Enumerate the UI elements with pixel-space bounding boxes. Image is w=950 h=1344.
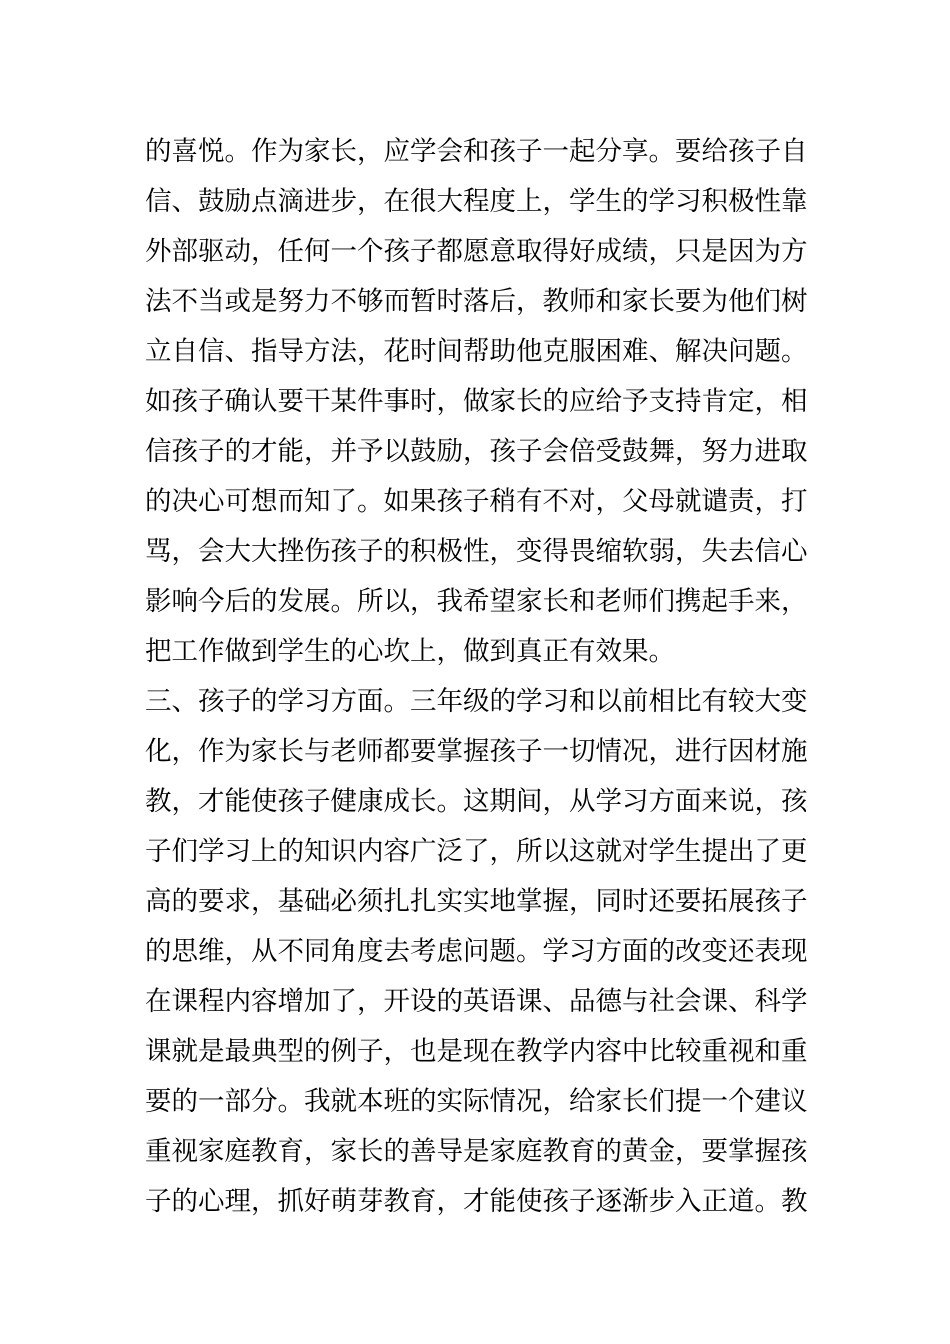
text-line: 在课程内容增加了，开设的英语课、品德与社会课、科学	[145, 986, 808, 1017]
text-line: 要的一部分。我就本班的实际情况，给家长们提一个建议	[145, 1086, 808, 1117]
text-line: 的决心可想而知了。如果孩子稍有不对，父母就谴责，打	[145, 486, 808, 517]
text-line: 法不当或是努力不够而暂时落后，教师和家长要为他们树	[145, 286, 808, 317]
text-line: 教，才能使孩子健康成长。这期间，从学习方面来说，孩	[145, 786, 808, 817]
text-line: 子们学习上的知识内容广泛了，所以这就对学生提出了更	[145, 836, 808, 867]
text-line: 的思维，从不同角度去考虑问题。学习方面的改变还表现	[145, 936, 808, 967]
text-line: 三、孩子的学习方面。三年级的学习和以前相比有较大变	[145, 686, 808, 717]
text-line: 信、鼓励点滴进步，在很大程度上，学生的学习积极性靠	[145, 186, 808, 217]
text-line: 把工作做到学生的心坎上，做到真正有效果。	[145, 636, 675, 667]
text-line: 的喜悦。作为家长，应学会和孩子一起分享。要给孩子自	[145, 136, 808, 167]
text-line: 外部驱动，任何一个孩子都愿意取得好成绩，只是因为方	[145, 236, 808, 267]
text-line: 如孩子确认要干某件事时，做家长的应给予支持肯定，相	[145, 386, 808, 417]
text-line: 重视家庭教育，家长的善导是家庭教育的黄金，要掌握孩	[145, 1136, 808, 1167]
body-text	[145, 127, 815, 1227]
text-line: 高的要求，基础必须扎扎实实地掌握，同时还要拓展孩子	[145, 886, 808, 917]
text-line: 骂，会大大挫伤孩子的积极性，变得畏缩软弱，失去信心	[145, 536, 808, 567]
text-line: 子的心理，抓好萌芽教育，才能使孩子逐渐步入正道。教	[145, 1186, 808, 1217]
text-line: 立自信、指导方法，花时间帮助他克服困难、解决问题。	[145, 336, 808, 367]
text-line: 化，作为家长与老师都要掌握孩子一切情况，进行因材施	[145, 736, 808, 767]
text-line: 影响今后的发展。所以，我希望家长和老师们携起手来，	[145, 586, 808, 617]
text-line: 课就是最典型的例子，也是现在教学内容中比较重视和重	[145, 1036, 808, 1067]
text-line: 信孩子的才能，并予以鼓励，孩子会倍受鼓舞，努力进取	[145, 436, 808, 467]
